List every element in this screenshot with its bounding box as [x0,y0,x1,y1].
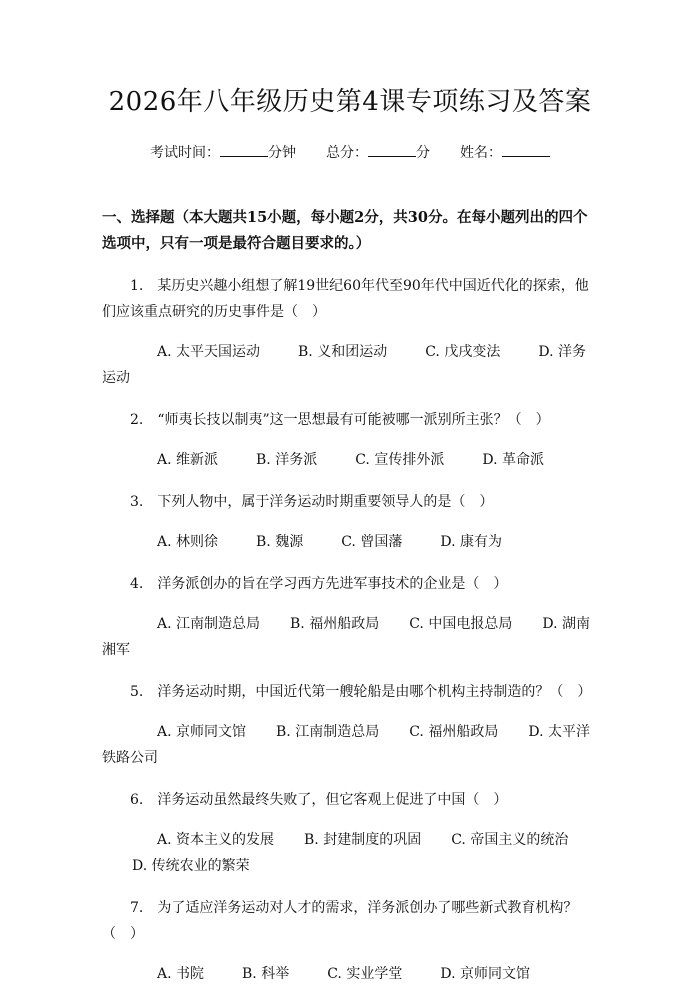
score-blank [368,142,416,157]
option-b: B. 江南制造总局 [276,724,380,740]
time-unit: 分钟 [268,145,296,161]
question-4 [102,571,598,663]
question-options [102,447,598,473]
time-label: 考试时间： [150,145,220,161]
question-1 [102,273,598,391]
question-options [102,719,598,771]
option-d: D. 传统农业的繁荣 [132,858,250,874]
section-heading: 一、选择题（本大题共15小题，每小题2分，共30分。在每小题列出的四个选项中，只有一项是最符合题目要求的。） [102,209,588,252]
option-b: B. 封建制度的巩固 [304,832,422,848]
score-field [326,142,430,163]
page-title: 2026年八年级历史第4课专项练习及答案 [108,87,592,117]
option-c: C. 实业学堂 [327,966,403,982]
option-d: D. 革命派 [482,452,544,468]
option-a: A. 京师同文馆 [157,724,247,740]
option-a: A. 书院 [157,966,205,982]
option-a: A. 资本主义的发展 [157,832,275,848]
question-text: 4. 洋务派创办的旨在学习西方先进军事技术的企业是（ ） [130,576,508,592]
question-text: 1. 某历史兴趣小组想了解19世纪60年代至90年代中国近代化的探索，他们应该重点研究的历史事件是（ ） [102,278,589,320]
option-b: B. 魏源 [256,534,304,550]
question-6 [102,787,598,879]
option-b: B. 洋务派 [256,452,318,468]
option-c: C. 曾国藩 [341,534,403,550]
question-2 [102,407,598,473]
option-a: A. 江南制造总局 [157,616,261,632]
name-blank [502,142,550,157]
option-c: C. 戊戌变法 [425,344,501,360]
option-b: B. 义和团运动 [298,344,388,360]
option-c: C. 中国电报总局 [409,616,513,632]
question-options [102,529,598,555]
option-d: D. 湖南湘军 [102,616,590,658]
score-label: 总分： [326,145,368,161]
option-a: A. 太平天国运动 [157,344,261,360]
score-unit: 分 [416,145,430,161]
question-options [102,827,598,879]
option-c: C. 帝国主义的统治 [451,832,569,848]
name-field [460,142,550,163]
time-blank [220,142,268,157]
name-label: 姓名： [460,145,502,161]
option-d: D. 康有为 [440,534,502,550]
question-text: 2. “师夷长技以制夷”这一思想最有可能被哪一派别所主张？（ ） [130,412,550,428]
question-3 [102,489,598,555]
question-options [102,961,598,987]
question-5 [102,679,598,771]
question-text: 5. 洋务运动时期，中国近代第一艘轮船是由哪个机构主持制造的？（ ） [130,684,592,700]
option-c: C. 宣传排外派 [355,452,445,468]
option-b: B. 科举 [242,966,290,982]
question-text: 7. 为了适应洋务运动对人才的需求，洋务派创办了哪些新式教育机构？（ ） [102,900,578,942]
time-field [150,142,296,163]
option-d: D. 太平洋铁路公司 [102,724,590,766]
question-text: 6. 洋务运动虽然最终失败了，但它客观上促进了中国（ ） [130,792,508,808]
question-options [102,611,598,663]
option-b: B. 福州船政局 [290,616,380,632]
option-a: A. 维新派 [157,452,219,468]
question-options [102,339,598,391]
option-c: C. 福州船政局 [409,724,499,740]
option-a: A. 林则徐 [157,534,219,550]
option-d: D. 洋务运动 [102,344,586,386]
option-d: D. 京师同文馆 [440,966,530,982]
exam-meta [102,142,598,163]
question-text: 3. 下列人物中，属于洋务运动时期重要领导人的是（ ） [130,494,494,510]
question-7 [102,895,598,987]
